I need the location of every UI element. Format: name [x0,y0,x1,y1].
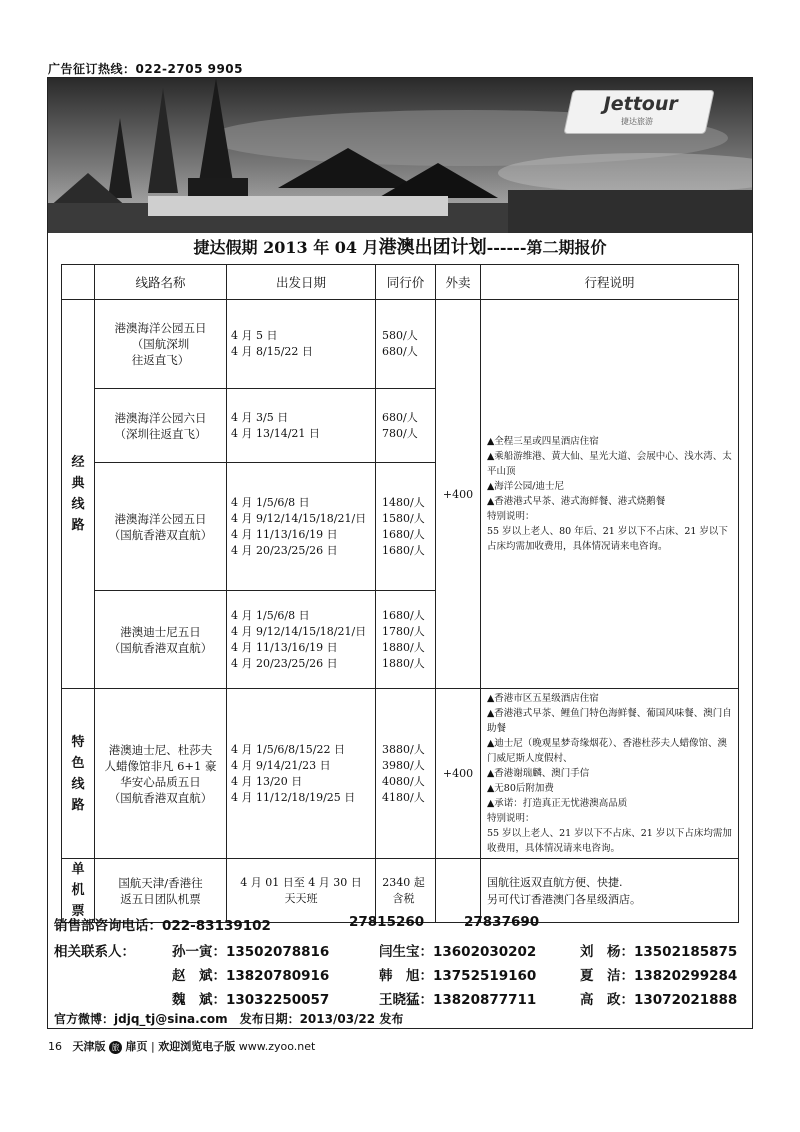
tour-plan-table [61,264,739,923]
route-cell: 港澳迪士尼、杜莎夫 人蜡像馆非凡 6+1 豪 华安心品质五日 （国航香港双直航） [95,689,227,859]
route-cell: 港澳海洋公园六日 （深圳往返直飞） [95,389,227,463]
contact-person: 王晓猛：13820877711 [379,992,537,1008]
weibo-and-date: 官方微博：jdjq_tj@sina.com 发布日期：2013/03/22 发布 [54,1012,404,1026]
people-label: 相关联系人： [54,944,135,960]
page-footer [48,1038,315,1054]
table-row [62,859,739,923]
category-ticket: 单机票 [62,859,95,923]
section-label: 扉页 [125,1040,148,1053]
category-classic: 经典线路 [62,300,95,689]
title-prefix: 捷达假期 2013 年 04 月 [193,238,379,257]
notes-classic: ▲全程三星或四星酒店住宿 ▲乘船游维港、黄大仙、星光大道、会展中心、浅水湾、太平山顶 ▲海洋公园/迪士尼 ▲香港港式早茶、港式海鲜餐、港式烧鹅餐 特别说明： 55 岁以上老人、80 年后、21 岁以下不占床、21 岁以下占床均需加收费用，具体情况请来电咨询。 [481,300,739,689]
page-number: 16 [48,1040,62,1053]
dates-cell: 4 月 5 日 4 月 8/15/22 日 [227,300,376,389]
table-header-row [62,265,739,300]
dates-cell: 4 月 01 日至 4 月 30 日 天天班 [227,859,376,923]
contact-person: 魏 斌：13032250057 [172,992,330,1008]
title-highlight: 港澳出团计划 [378,237,487,258]
price-cell: 2340 起 含税 [376,859,436,923]
contact-person: 夏 洁：13820299284 [580,968,738,984]
route-cell: 港澳海洋公园五日 （国航深圳 往返直飞） [95,300,227,389]
dates-cell: 4 月 1/5/6/8 日 4 月 9/12/14/15/18/21/日 4 月 11/13/16/19 日 4 月 20/23/25/26 日 [227,463,376,591]
addon-special: +400 [436,689,481,859]
header-dates: 出发日期 [227,265,376,300]
notes-special: ▲香港市区五星级酒店住宿 ▲香港港式早茶、鲤鱼门特色海鲜餐、葡国风味餐、澳门自助餐 ▲迪士尼（晚观星梦奇缘烟花）、香港杜莎夫人蜡像馆、澳门威尼斯人度假村、 ▲香港谢瑞麟、澳门手信 ▲无80后附加费 ▲承诺：打造真正无忧港澳高品质 特别说明： 55 岁以上老人、21 岁以下不占床、21 岁以下占床均需加收费用，具体情况请来电咨询。 [481,689,739,859]
route-cell: 港澳迪士尼五日 （国航香港双直航） [95,591,227,689]
title-suffix: ------第二期报价 [486,238,607,257]
contact-person: 韩 旭：13752519160 [379,968,537,984]
price-cell: 680/人 780/人 [376,389,436,463]
sales-phone-3: 27837690 [464,914,540,930]
price-cell: 3880/人 3980/人 4080/人 4180/人 [376,689,436,859]
route-cell: 国航天津/香港往 返五日团队机票 [95,859,227,923]
jettour-logo: Jettour 捷达旅游 [563,90,714,134]
addon-classic: +400 [436,300,481,689]
header-price: 同行价 [376,265,436,300]
ad-hotline: 广告征订热线：022-2705 9905 [48,62,244,76]
header-route: 线路名称 [95,265,227,300]
sales-line: 销售部咨询电话：022-83139102 [54,918,271,934]
addon-ticket [436,859,481,923]
table-row [62,300,739,389]
banner-image [48,78,752,233]
price-cell: 580/人 680/人 [376,300,436,389]
dates-cell: 4 月 3/5 日 4 月 13/14/21 日 [227,389,376,463]
contact-person: 刘 杨：13502185875 [580,944,738,960]
footer-slogan: 欢迎浏览电子版 [158,1040,236,1053]
page-title [48,234,752,262]
contact-person: 孙一寅：13502078816 [172,944,330,960]
notes-ticket: 国航往返双直航方便、快捷. 另可代订香港澳门各星级酒店。 [481,859,739,923]
footer-separator: | [151,1040,155,1053]
price-cell: 1480/人 1580/人 1680/人 1680/人 [376,463,436,591]
contact-person: 赵 斌：13820780916 [172,968,330,984]
travel-circle-icon: 旅 [109,1041,122,1054]
edition-label: 天津版 [72,1040,106,1053]
route-cell: 港澳海洋公园五日 （国航香港双直航） [95,463,227,591]
dates-cell: 4 月 1/5/6/8/15/22 日 4 月 9/14/21/23 日 4 月 13/20 日 4 月 11/12/18/19/25 日 [227,689,376,859]
footer-site-link[interactable]: www.zyoo.net [238,1040,316,1053]
category-special: 特色线路 [62,689,95,859]
table-row [62,689,739,859]
contact-person: 闫生宝：13602030202 [379,944,537,960]
price-cell: 1680/人 1780/人 1880/人 1880/人 [376,591,436,689]
contact-person: 高 政：13072021888 [580,992,738,1008]
header-addon: 外卖 [436,265,481,300]
sales-phone-2: 27815260 [349,914,425,930]
dates-cell: 4 月 1/5/6/8 日 4 月 9/12/14/15/18/21/日 4 月 11/13/16/19 日 4 月 20/23/25/26 日 [227,591,376,689]
header-notes: 行程说明 [481,265,739,300]
header-empty [62,265,95,300]
